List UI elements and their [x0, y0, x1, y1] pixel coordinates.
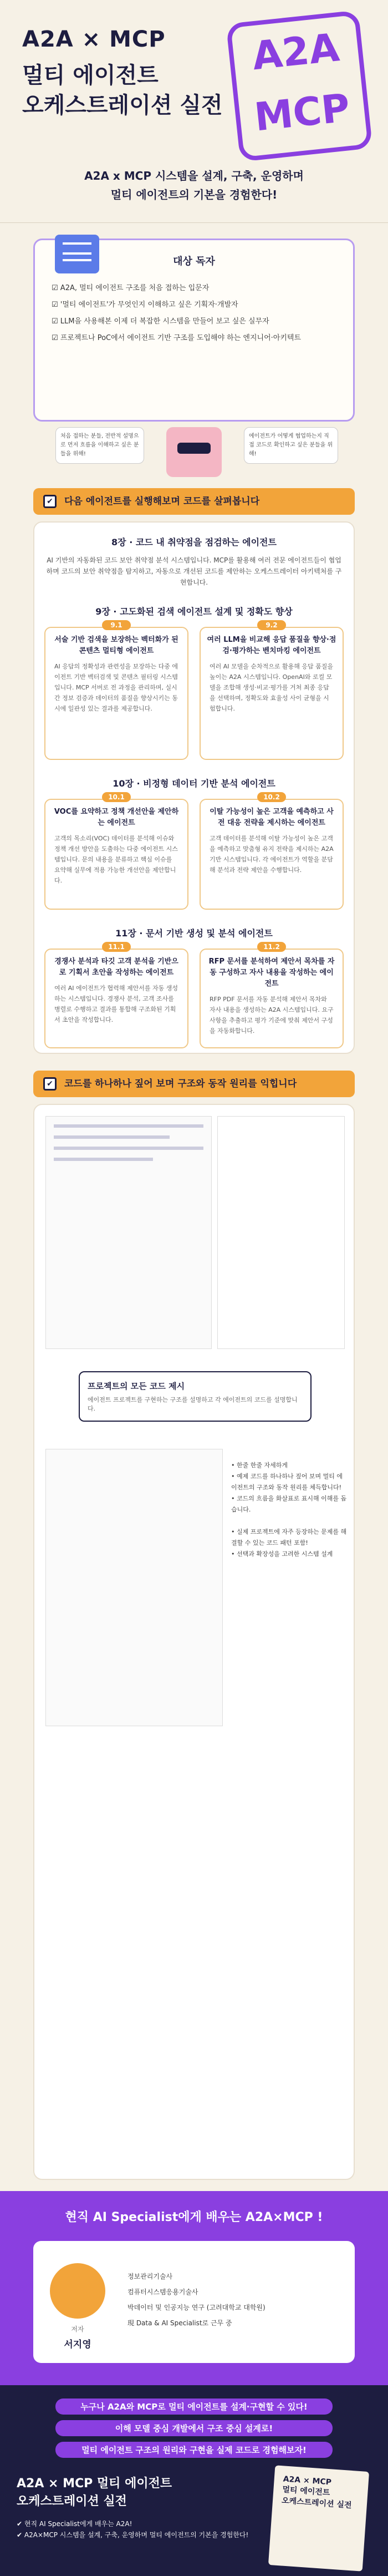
book-cover-image [268, 2465, 369, 2571]
chapter-8-desc: AI 기반의 자동화된 코드 보안 취약점 분석 시스템입니다. MCP를 활용해 여러 전문 에이전트들이 협업하며 코드의 보안 취약점을 탐지하고, 자동으로 개선된 코드를 제안하는 오케스트레이터 아키텍처를 구현합니다. [46, 556, 342, 586]
callout-desc: 에이전트 프로젝트를 구현하는 구조를 설명하고 각 에이전트의 코드를 설명합니다. [88, 1396, 298, 1412]
section-body: 여러 AI 에이전트가 협력해 제안서를 자동 생성하는 시스템입니다. 경쟁사 분석, 고객 조사를 병렬로 수행하고 결과를 통합해 구조화된 기획서 초안을 작성합니다. [54, 985, 178, 1023]
logo-text-mcp: MCP [252, 84, 353, 140]
section-11-1-card [44, 943, 188, 1048]
author-heading: 현직 AI Specialist에게 배우는 A2A×MCP ! [65, 2210, 323, 2224]
section-body: 고객의 목소리(VOC) 데이터를 분석해 이슈와 정책 개선 방안을 도출하는 다중 에이전트 시스템입니다. 문의 내용을 분류하고 핵심 이슈를 요약해 실무에 적용 가능한 개선안을 제안합니다. [54, 835, 178, 884]
speech-bubble-left: 처음 접하는 분들, 전반적 설명으로 먼저 흐름을 이해하고 싶은 분들을 위해! [55, 427, 144, 464]
checkbox-icon: ✔ [43, 1077, 57, 1091]
audience-item: ☑ 프로젝트나 PoC에서 에이전트 기반 구조를 도입해야 하는 엔지니어·아키텍트 [52, 334, 302, 342]
section-heading: VOC를 요약하고 정책 개선안을 제안하는 에이전트 [54, 808, 179, 827]
credential-line: 박데이터 및 인공지능 연구 (고려대학교 대학원) [127, 2304, 266, 2311]
code-screenshot-1 [45, 1116, 212, 1349]
section-10-2-card [200, 793, 344, 910]
promo-title-line1: A2A × MCP 멀티 에이전트 [17, 2477, 172, 2491]
audience-card [33, 239, 355, 422]
hero-title-line2: 멀티 에이전트 [22, 63, 159, 88]
audience-item: ☑ '멀티 에이전트'가 무엇인지 이해하고 싶은 기획자·개발자 [52, 301, 238, 309]
section-number: 10.1 [102, 792, 131, 802]
code-screenshot-2 [45, 1449, 223, 1726]
promo-check-item: ✔ A2A×MCP 시스템을 설계, 구축, 운영하며 멀티 에이전트의 기본을 경험한다! [17, 2531, 249, 2539]
author-role: 저자 [71, 2325, 84, 2333]
section-band-code-walkthrough [33, 1071, 355, 1097]
logo-text-a2a: A2A [250, 24, 341, 79]
feature-bullets [231, 1460, 348, 1560]
section-heading: 경쟁사 분석과 타깃 고객 분석을 기반으로 기획서 초안을 작성하는 에이전트 [54, 957, 178, 977]
section-body: AI 응답의 정확성과 관련성을 보장하는 다중 에이전트 기반 벡터검색 및 콘텐츠 필터링 시스템입니다. MCP 서버로 전 과정을 관리하며, 실시간 정보 검증과 데이터의 품질을 향상시키는 동시에 일관성 있는 결과를 제공합니다. [54, 663, 178, 712]
section-heading: RFP 문서를 분석하여 제안서 목차를 자동 구성하고 자사 내용을 작성하는 에이전트 [208, 957, 335, 988]
section-number: 11.1 [102, 942, 131, 952]
code-preview-card [33, 1104, 355, 2180]
promo-title-line2: 오케스트레이션 실전 [17, 2494, 127, 2508]
bullet-item: • 코드의 흐름을 화살표로 표시해 이해를 돕습니다. [231, 1495, 347, 1513]
hero-section [0, 0, 388, 223]
bullet-item: • 선택과 확장성을 고려한 시스템 설계 [231, 1550, 333, 1558]
author-avatar [50, 2263, 105, 2319]
section-band-run-agents [33, 488, 355, 515]
credential-line: 現 Data & AI Specialist로 근무 중 [127, 2319, 232, 2327]
band-label: 코드를 하나하나 짚어 보며 구조와 동작 원리를 익힙니다 [64, 1078, 297, 1089]
bullet-item: • 실제 프로젝트에 자주 등장하는 문제를 해결할 수 있는 코드 패턴 포함! [231, 1528, 347, 1546]
section-number: 9.2 [257, 620, 286, 630]
callout-title: 프로젝트의 모든 코드 제시 [88, 1381, 185, 1391]
section-body: RFP PDF 문서를 자동 분석해 제안서 목차와 자사 내용을 생성하는 A2A 시스템입니다. 요구사항을 추출하고 평가 기준에 맞춰 제안서 구성을 자동화합니다. [210, 996, 334, 1035]
bullet-item: • 한줄 한줄 자세하게 [231, 1462, 288, 1469]
credential-line: 컴퓨터시스템응용기술사 [127, 2288, 198, 2296]
section-body: 고객 데이터를 분석해 이탈 가능성이 높은 고객을 예측하고 맞춤형 유지 전략을 제시하는 A2A 기반 시스템입니다. 각 에이전트가 역할을 분담해 분석과 전략 제안을 수행합니다. [210, 835, 334, 874]
author-section [0, 2191, 388, 2385]
section-number: 10.2 [257, 792, 286, 802]
promo-check-item: ✔ 현직 AI Specialist에게 배우는 A2A! [17, 2520, 132, 2528]
author-credentials [127, 2269, 344, 2331]
promo-pill: 멀티 에이전트 구조의 원리와 구현을 실제 코드로 경험해보자! [55, 2442, 333, 2458]
section-11-2-card [200, 943, 344, 1048]
bullet-item: • 예제 코드를 하나하나 짚어 보며 멀티 에이전트의 구조와 동작 원리를 체득합니다! [231, 1473, 343, 1491]
chapter-8-title: 8장 · 코드 내 취약점을 점검하는 에이전트 [111, 537, 277, 547]
audience-list [52, 280, 340, 347]
audience-title: 대상 독자 [173, 256, 215, 267]
section-10-1-card [44, 793, 188, 910]
promo-pill: 이해 모델 중심 개발에서 구조 중심 설계로! [55, 2420, 333, 2436]
section-9-2-card [200, 621, 344, 760]
book-cover-title: A2A × MCP 멀티 에이전트 오케스트레이션 실전 [281, 2474, 352, 2511]
intro-line2: 멀티 에이전트의 기본을 경험한다! [110, 188, 278, 201]
section-number: 11.2 [257, 942, 286, 952]
checkbox-icon: ✔ [43, 495, 57, 508]
intro-line1: A2A x MCP 시스템을 설계, 구축, 운영하며 [84, 169, 304, 182]
section-heading: 서술 기반 검색을 보장하는 벡터화가 된 콘텐츠 멀티형 에이전트 [54, 636, 178, 655]
promo-checks [17, 2518, 249, 2540]
promo-section [0, 2385, 388, 2576]
audience-item: ☑ LLM을 사용해본 이제 더 복잡한 시스템을 만들어 보고 싶은 실무자 [52, 317, 269, 326]
promo-pills [55, 2398, 333, 2458]
hero-title-line1: A2A × MCP [22, 27, 166, 52]
a2a-mcp-logo [226, 10, 373, 162]
chapter-11-title: 11장 · 문서 기반 생성 및 분석 에이전트 [115, 928, 273, 939]
section-heading: 이탈 가능성이 높은 고객을 예측하고 사전 대응 전략을 제시하는 에이전트 [210, 808, 334, 827]
section-body: 여러 AI 모델을 순차적으로 활용해 응답 품질을 높이는 A2A 시스템입니다. OpenAI와 로컬 모델을 조합해 생성·비교·평가를 거쳐 최종 응답을 선택하며, 정확도와 효율성 사이 균형을 시험합니다. [210, 663, 334, 712]
architecture-diagram [217, 1116, 345, 1349]
callout-box [79, 1371, 312, 1422]
section-9-1-card [44, 621, 188, 760]
credential-line: 정보관리기술사 [127, 2273, 173, 2280]
author-name: 서지영 [64, 2339, 91, 2350]
robot-icon [166, 427, 222, 477]
speech-bubble-right: 에이전트가 어떻게 협업하는지 직접 코드로 확인하고 싶은 분들을 위해! [244, 427, 338, 464]
section-heading: 여러 LLM을 비교해 응답 품질을 향상·점검·평가하는 벤치마킹 에이전트 [207, 636, 336, 655]
hero-intro [0, 166, 388, 204]
chapter-10-title: 10장 · 비정형 데이터 기반 분석 에이전트 [113, 778, 275, 789]
hero-title-line3: 오케스트레이션 실전 [22, 93, 223, 118]
band-label: 다음 에이전트를 실행해보며 코드를 살펴봅니다 [64, 496, 260, 507]
audience-item: ☑ A2A, 멀티 에이전트 구조를 처음 접하는 입문자 [52, 284, 210, 292]
section-number: 9.1 [102, 620, 131, 630]
chapter-9-title: 9장 · 고도화된 검색 에이전트 설계 및 정확도 향상 [95, 606, 293, 617]
author-card [33, 2241, 355, 2363]
promo-pill: 누구나 A2A와 MCP로 멀티 에이전트를 설계·구현할 수 있다! [55, 2398, 333, 2415]
